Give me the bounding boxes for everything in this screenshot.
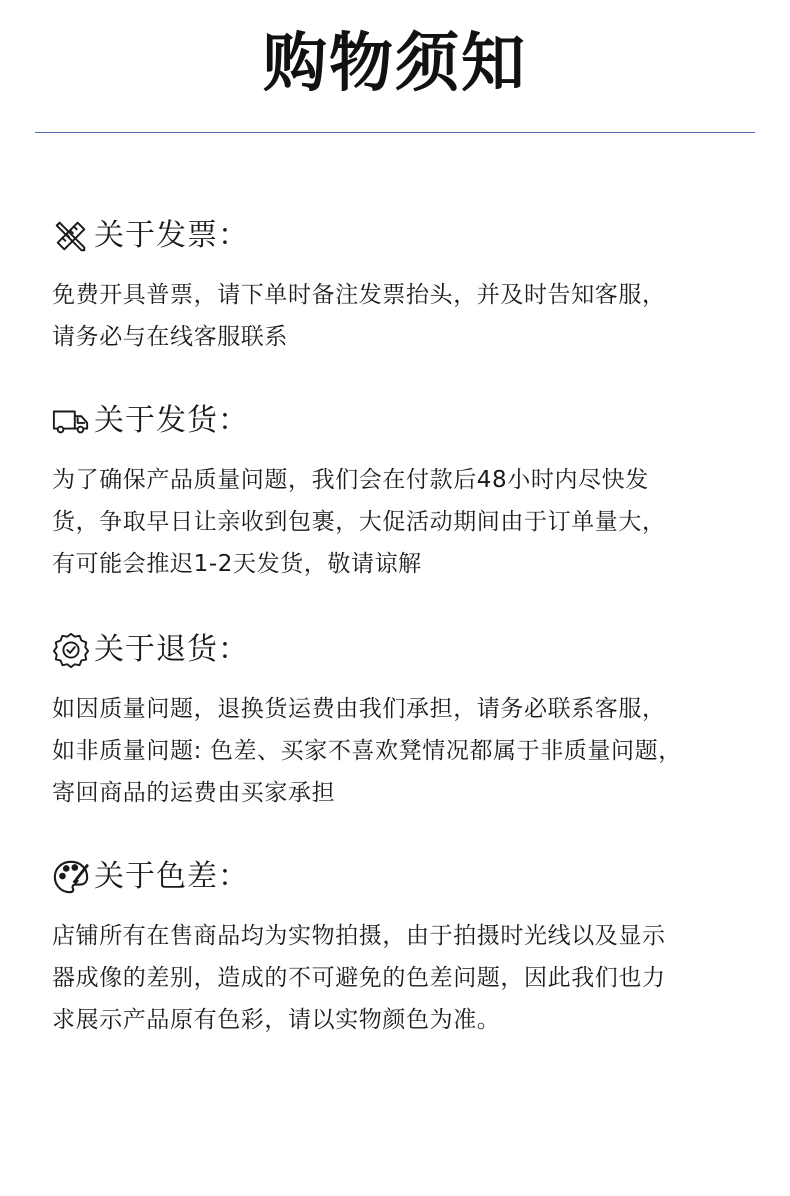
section-body (52, 274, 752, 358)
section-title: 关于色差： (94, 859, 249, 894)
body-line: 货，争取早日让亲收到包裹，大促活动期间由于订单量大， (52, 509, 666, 535)
section-body (52, 688, 752, 814)
section-title: 关于发票： (94, 218, 249, 253)
section-body (52, 459, 752, 585)
award-badge-icon (52, 630, 94, 670)
section-color (52, 857, 752, 1041)
body-line: 求展示产品原有色彩，请以实物颜色为准。 (52, 1007, 501, 1033)
section-returns (52, 630, 752, 814)
section-heading (52, 630, 752, 670)
palette-brush-icon (52, 857, 94, 897)
section-heading (52, 401, 752, 441)
body-line: 为了确保产品质量问题，我们会在付款后48小时内尽快发 (52, 467, 649, 493)
body-line: 如非质量问题: 色差、买家不喜欢凳情况都属于非质量问题， (52, 738, 682, 764)
body-line: 店铺所有在售商品均为实物拍摄，由于拍摄时光线以及显示 (52, 923, 666, 949)
section-title: 关于退货： (94, 632, 249, 667)
body-line: 免费开具普票，请下单时备注发票抬头，并及时告知客服， (52, 282, 666, 308)
body-line: 寄回商品的运费由买家承担 (52, 780, 336, 806)
body-line: 器成像的差别，造成的不可避免的色差问题，因此我们也力 (52, 965, 666, 991)
page-title: 购物须知 (263, 27, 527, 101)
section-title: 关于发货： (94, 403, 249, 438)
section-invoice (52, 216, 752, 358)
section-body (52, 915, 752, 1041)
body-line: 有可能会推迟1-2天发货，敬请谅解 (52, 551, 422, 577)
body-line: 请务必与在线客服联系 (52, 324, 288, 350)
section-shipping (52, 401, 752, 585)
delivery-truck-icon (52, 401, 94, 441)
title-divider (35, 132, 755, 133)
section-heading (52, 216, 752, 256)
section-heading (52, 857, 752, 897)
pencil-ruler-icon (52, 216, 94, 256)
body-line: 如因质量问题，退换货运费由我们承担，请务必联系客服， (52, 696, 666, 722)
